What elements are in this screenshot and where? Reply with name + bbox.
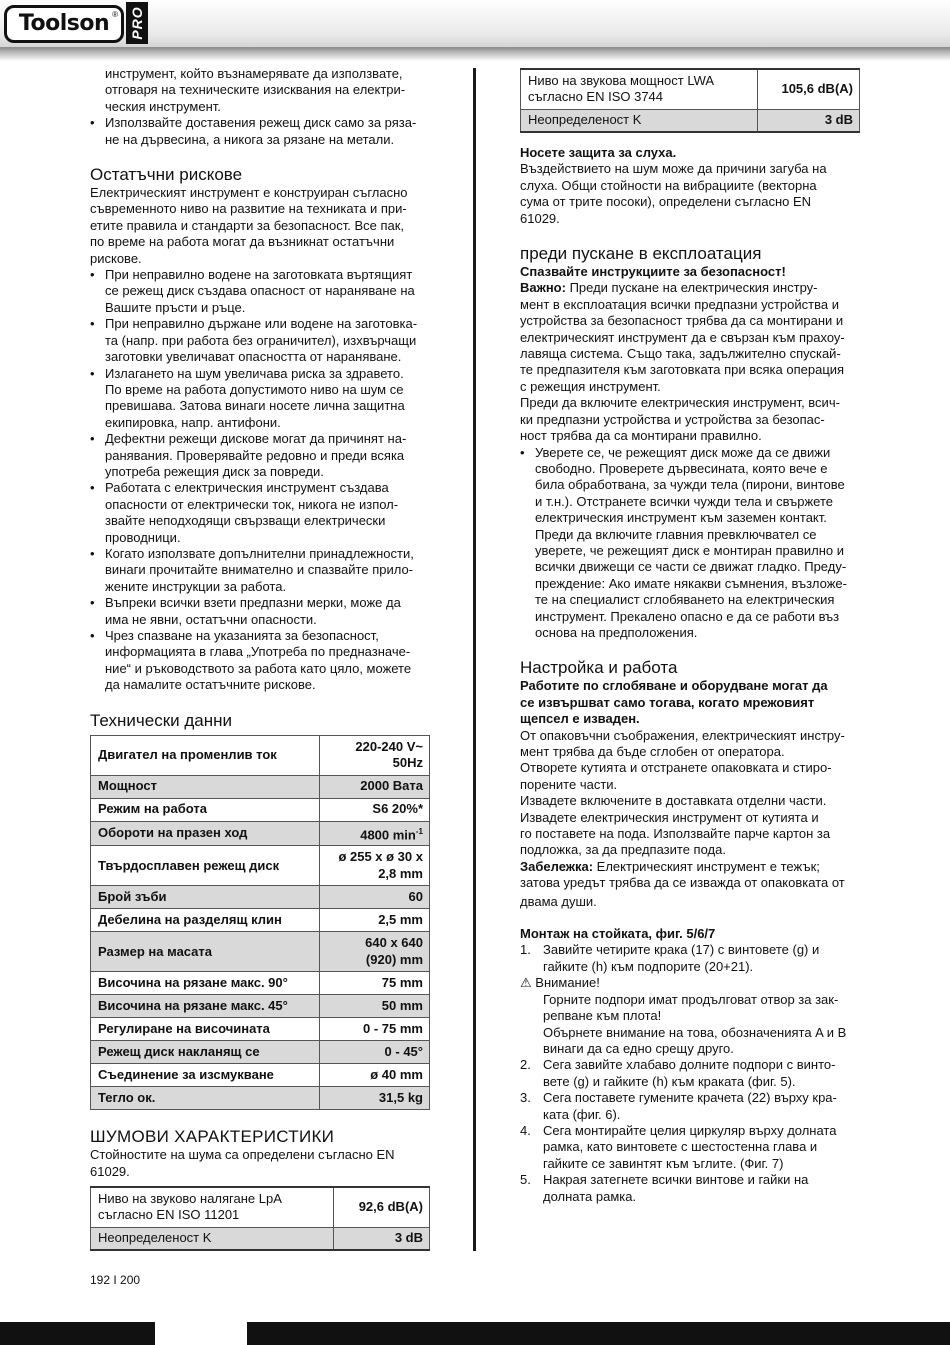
text-line: всички движещи се части се движат гладко. Преду- (535, 559, 847, 575)
text-line: ческия инструмент. (105, 98, 221, 114)
table-row (91, 1227, 430, 1250)
setup-heading: Настройка и работа (520, 658, 678, 678)
pro-badge (126, 2, 148, 44)
text-line: 61029. (90, 1163, 130, 1179)
text-line: уверете, че режещият диск е монтиран правилно и (535, 542, 845, 558)
text-line: екипировка, напр. антифони. (105, 414, 281, 430)
table-row (91, 1041, 430, 1064)
table-row (91, 1087, 430, 1110)
step-number: 5. (520, 1172, 531, 1188)
text-line: двама души. (520, 893, 597, 909)
text-line: електрическият инструмент да е свързан към прахоу- (520, 329, 845, 345)
text-line: • Използвайте доставения режещ диск само за ряза- (105, 115, 417, 131)
text-line: има не явни, остатъчни опасности. (105, 611, 317, 627)
step-item (520, 1123, 860, 1172)
text-line: Работите по сглобяване и оборудване могат да (520, 678, 828, 694)
text-line: репване към плота! (543, 1008, 662, 1024)
text-line: • Въпреки всички взети предпазни мерки, може да (105, 595, 401, 611)
table-row (521, 109, 860, 132)
step-item (520, 1057, 860, 1090)
text-line: не на дървесина, а никога за рязане на метали. (105, 131, 395, 147)
list-item (90, 267, 430, 316)
text-line: сума от трите посоки), определени съгласно EN (520, 194, 812, 210)
text-line: • При неправилно държане или водене на заготовка- (105, 316, 418, 332)
text-line: била обработвана, за чужди тела (пирони, винтове (535, 477, 845, 493)
assembly-steps-continued (520, 1057, 860, 1205)
text-line: мент трябва да бъде сглобен от оператора. (520, 744, 785, 759)
text-line: преждение: Ако имате някакви съмнения, възложе- (535, 575, 847, 591)
spec-label: Мощност (91, 775, 320, 798)
text-line: • Уверете се, че режещият диск може да се движи (535, 444, 831, 460)
text-line: затова уредът трябва да се изважда от опаковката от (520, 875, 845, 891)
setup-warning (520, 678, 860, 727)
step-number: 4. (520, 1122, 531, 1138)
text-line: ност трябва да са монтирани правилно. (520, 428, 762, 444)
important-label: Важно: (520, 280, 566, 296)
text-line: електрическия инструмент към заземен контакт. (535, 510, 827, 526)
column-divider (473, 68, 476, 1251)
text-line: те предпазителя към заготовката при всяка операция (520, 362, 845, 378)
spec-label: Съединение за изсмукване (91, 1064, 320, 1087)
tech-data-table (90, 735, 430, 1111)
table-row (91, 932, 430, 972)
sound-pressure-table (90, 1186, 430, 1251)
hearing-protection-text (520, 161, 860, 227)
text-line: Сега завийте хлабаво долните подпори с винто- (543, 1057, 836, 1073)
text-line: По време на работа допустимото ниво на шум се (105, 381, 404, 397)
list-item (90, 366, 430, 432)
spec-label: Височина на рязане макс. 90° (91, 972, 320, 995)
text-line: Сега поставете гумените крачета (22) върху кра- (543, 1090, 837, 1106)
spec-value (319, 735, 429, 775)
footer-bar (0, 1322, 950, 1345)
spec-label: Тегло ок. (91, 1087, 320, 1110)
text-line: порените части. (520, 776, 618, 792)
text-line: съвременното ниво на развитие на техниката и при- (90, 201, 407, 217)
text-line: рамка, като винтовете с шестостенна глава и (543, 1139, 818, 1155)
text-line: ки предпазни устройства и устройства за безопас- (520, 411, 825, 427)
spec-value: 31,5 kg (319, 1087, 429, 1110)
spec-value: 50 mm (319, 995, 429, 1018)
text-line: устройства за безопасност трябва да са монтирани и (520, 313, 844, 329)
registered-mark: ® (112, 10, 118, 19)
text-line: превишава. Затова винаги носете лична защитна (105, 398, 405, 414)
list-item (90, 480, 430, 546)
table-row (91, 775, 430, 798)
text-line: • При неправилно водене на заготовката въртящият (105, 267, 413, 283)
warning-text (520, 992, 860, 1058)
noise-value: 3 dB (333, 1227, 429, 1250)
list-item (90, 316, 430, 365)
text-line: етите правила и стандарти за безопасност. Все пак, (90, 217, 405, 233)
step-item (520, 1172, 860, 1205)
table-row (91, 909, 430, 932)
spec-label: Височина на рязане макс. 45° (91, 995, 320, 1018)
text-line: 61029. (520, 210, 560, 226)
text-line (520, 975, 860, 991)
spec-value: 75 mm (319, 972, 429, 995)
table-row (91, 798, 430, 821)
page-header (0, 0, 950, 50)
spec-label: Размер на масата (91, 932, 320, 972)
pro-label: PRO (129, 6, 145, 40)
noise-label: Неопределеност K (521, 109, 758, 132)
value-line: 2,8 mm (378, 865, 423, 881)
text-line: се режещ диск създава опасност от нараняване на (105, 283, 415, 299)
noise-value: 105,6 dB(A) (758, 69, 860, 109)
spec-value: S6 20%* (319, 798, 429, 821)
text-line: Вашите пръсти и ръце. (105, 299, 246, 315)
label-line: съгласно EN ISO 3744 (528, 89, 664, 105)
footer-bar-gap (155, 1322, 247, 1345)
important-paragraph (520, 280, 860, 395)
note-text: Електрическият инструмент е тежък; (593, 858, 820, 874)
text-line: опасности от електрически ток, никога не изпол- (105, 496, 399, 512)
text-line: ранявания. Проверявайте редовно и преди всяка (105, 447, 405, 463)
superscript: -1 (415, 826, 423, 836)
text-line: отговаря на техническите изисквания на електри- (105, 82, 406, 98)
text-line: Горните подпори имат продълговат отвор за зак- (543, 991, 839, 1007)
note-paragraph (520, 859, 860, 910)
value-line: ø 255 x ø 30 x (338, 849, 423, 865)
table-row (91, 1187, 430, 1227)
noise-label: Неопределеност K (91, 1227, 334, 1250)
text-line: лавяща система. Също така, задължително спускай- (520, 346, 841, 362)
text-line: Извадете включените в доставката отделни части. (520, 793, 827, 809)
note-label: Забележка: (520, 858, 594, 874)
table-row (91, 886, 430, 909)
noise-value: 3 dB (758, 109, 860, 132)
text-line: слуха. Общи стойности на вибрациите (векторна (520, 177, 817, 193)
text-line: долната рамка. (543, 1188, 637, 1204)
value-line: (920) mm (365, 951, 423, 967)
spec-value: 0 - 45° (319, 1041, 429, 1064)
value-line: 640 x 640 (365, 935, 423, 951)
text-line: • Работата с електрическия инструмент създава (105, 480, 389, 496)
text-line: инструмент, който възнамерявате да използвате, (105, 66, 403, 81)
spec-label: Брой зъби (91, 886, 320, 909)
text-line: рискове. (90, 250, 142, 266)
text-line: • Чрез спазване на указанията за безопасност, (105, 628, 379, 643)
text-line: Стойностите на шума са определени съгласно EN (90, 1147, 395, 1163)
text-line: Сега монтирайте целия циркуляр върху долната (543, 1122, 837, 1138)
text-line: винаги прочитайте внимателно и спазвайте прило- (105, 562, 414, 578)
text-line: Обърнете внимание на това, обозначенията A и B (543, 1024, 847, 1040)
noise-intro (90, 1147, 430, 1180)
value-line: 4800 min (360, 826, 416, 842)
table-row (521, 69, 860, 109)
residual-risks-list (90, 267, 430, 694)
text-line: основа на предположения. (535, 624, 698, 640)
text-line: та (напр. при работа без ограничител), изхвърчащи (105, 332, 417, 348)
text-line: вете (g) и гайките (h) към краката (фиг. 5). (543, 1073, 796, 1089)
text-line: мент в експлоатация всички предпазни устройства и (520, 296, 839, 312)
text-line: Преди да включите главния превключвател се (535, 526, 817, 542)
text-line: гайките се завинтят към ъглите. (Фиг. 7) (543, 1155, 784, 1171)
left-column (90, 66, 430, 1251)
spec-label: Твърдосплавен режещ диск (91, 846, 320, 886)
tech-data-heading: Технически данни (90, 710, 233, 730)
spec-value: 60 (319, 886, 429, 909)
setup-text (520, 728, 860, 859)
step-item (520, 1090, 860, 1123)
table-row (91, 972, 430, 995)
text-line: • Излагането на шум увеличава риска за здравето. (105, 365, 404, 381)
residual-risks-intro (90, 185, 430, 267)
text-line: проводници. (105, 529, 181, 545)
list-item (90, 595, 430, 628)
list-item (520, 445, 860, 642)
assembly-steps (520, 942, 860, 975)
list-item (90, 431, 430, 480)
before-operation-heading: преди пускане в експлоатация (520, 244, 762, 264)
safety-instructions-note: Спазвайте инструкциите за безопасност! (520, 264, 786, 280)
brand-logo (4, 5, 124, 43)
spec-label: Обороти на празен ход (91, 821, 320, 846)
spec-value: 2000 Вата (319, 775, 429, 798)
residual-risks-heading: Остатъчни рискове (90, 165, 243, 185)
list-item (90, 115, 430, 148)
intro-continuation (90, 66, 430, 115)
intro-bullets (90, 115, 430, 148)
spec-label: Регулиране на височината (91, 1018, 320, 1041)
spec-label: Дебелина на разделящ клин (91, 909, 320, 932)
table-row (91, 995, 430, 1018)
step-number: 1. (520, 942, 531, 958)
spec-value: 2,5 mm (319, 909, 429, 932)
table-row (91, 846, 430, 886)
text-line: звайте неподходящи свързващи електрически (105, 513, 386, 529)
label-line: Ниво на звукова мощност LWA (528, 72, 715, 88)
text-line: Електрическият инструмент е конструиран съгласно (90, 185, 408, 201)
spec-value (319, 846, 429, 886)
text-line: по време на работа могат да възникнат остатъчни (90, 234, 395, 250)
brand-name: Toolson (18, 11, 110, 36)
text-line: с режещия инструмент. (520, 378, 661, 394)
table-row (91, 735, 430, 775)
text-line: • Дефектни режещи дискове могат да причинят на- (105, 431, 407, 447)
list-item (90, 546, 430, 595)
text-line (520, 280, 860, 296)
warning-triangle-icon: ⚠ (520, 975, 532, 991)
noise-label (521, 69, 758, 109)
text-line: Извадете електрическия инструмент от кутията и (520, 809, 819, 825)
hearing-protection-title: Носете защита за слуха. (520, 145, 677, 160)
noise-heading: ШУМОВИ ХАРАКТЕРИСТИКИ (90, 1127, 335, 1147)
text-line: ката (фиг. 6). (543, 1106, 621, 1122)
value-line: 50Hz (392, 755, 423, 771)
list-item (90, 628, 430, 694)
noise-value: 92,6 dB(A) (333, 1187, 429, 1227)
text-line: се извършват само тогава, когато мрежовият (520, 694, 815, 710)
text-line: гайките (h) към подпорите (20+21). (543, 958, 754, 974)
text-line (520, 859, 860, 875)
text-line: употреба режещия диск за повреди. (105, 463, 324, 479)
text-line: От опаковъчни съображения, електрическият инстру- (520, 727, 845, 743)
spec-value (319, 821, 429, 846)
text-line: го поставете на пода. Използвайте парче картон за (520, 826, 831, 842)
text-line: винаги да са едно срещу друго. (543, 1040, 734, 1056)
value-line: 220-240 V~ (355, 738, 423, 754)
text-line: да намалите остатъчните рискове. (105, 677, 316, 693)
pre-start-checklist (520, 445, 860, 642)
warning-label: Внимание! (531, 975, 600, 991)
step-number: 2. (520, 1057, 531, 1073)
page-number: 192 I 200 (90, 1273, 141, 1287)
text-line: Завийте четирите крака (17) с винтовете (g) и (543, 942, 820, 958)
stand-assembly-heading: Монтаж на стойката, фиг. 5/6/7 (520, 926, 716, 942)
noise-label (91, 1187, 334, 1227)
label-line: Ниво на звуково налягане LpA (98, 1191, 282, 1207)
text-line: Накрая затегнете всички винтове и гайки на (543, 1172, 809, 1188)
text-line: Въздействието на шум може да причини загуба на (520, 161, 827, 177)
right-column (520, 68, 860, 1205)
text-line: жените инструкции за работа. (105, 578, 287, 594)
step-item (520, 942, 860, 975)
important-text: Преди пускане на електрическия инстру- (565, 280, 818, 296)
text-line: Отворете кутията и отстранете опаковката и стиро- (520, 760, 832, 776)
table-row (91, 821, 430, 846)
spec-label: Режим на работа (91, 798, 320, 821)
text-line: Преди да включите електрическия инструмент, всич- (520, 395, 840, 411)
spec-value: 0 - 75 mm (319, 1018, 429, 1041)
text-line: • Когато използвате допълнителни принадлежности, (105, 545, 414, 561)
text-line: щепсел е изваден. (520, 711, 640, 727)
spec-label: Двигател на променлив ток (91, 735, 320, 775)
table-row (91, 1018, 430, 1041)
header-shadow (0, 47, 950, 61)
text-line: свободно. Проверете дървесината, която вече е (535, 460, 828, 476)
spec-label: Режещ диск накланящ се (91, 1041, 320, 1064)
text-line: заготовки увеличават опасността от нараняване. (105, 349, 402, 365)
text-line: те на специалист сглобяването на електрическия (535, 592, 835, 608)
before-switch-on-paragraph (520, 395, 860, 444)
label-line: съгласно EN ISO 11201 (98, 1207, 240, 1223)
table-row (91, 1064, 430, 1087)
sound-power-table (520, 68, 860, 133)
text-line: ние“ и ръководството за работа като цяло, можете (105, 660, 412, 676)
text-line: и т.н.). Отстранете всички чужди тела и свържете (535, 493, 834, 509)
text-line: информацията в глава „Употреба по предназначе- (105, 644, 411, 660)
spec-value (319, 932, 429, 972)
warning-block (520, 975, 860, 1057)
step-number: 3. (520, 1090, 531, 1106)
text-line: подложка, за да предпазите пода. (520, 842, 726, 858)
spec-value: ø 40 mm (319, 1064, 429, 1087)
text-line: инструмент. Прекалено опасно е да се работи въз (535, 608, 840, 624)
